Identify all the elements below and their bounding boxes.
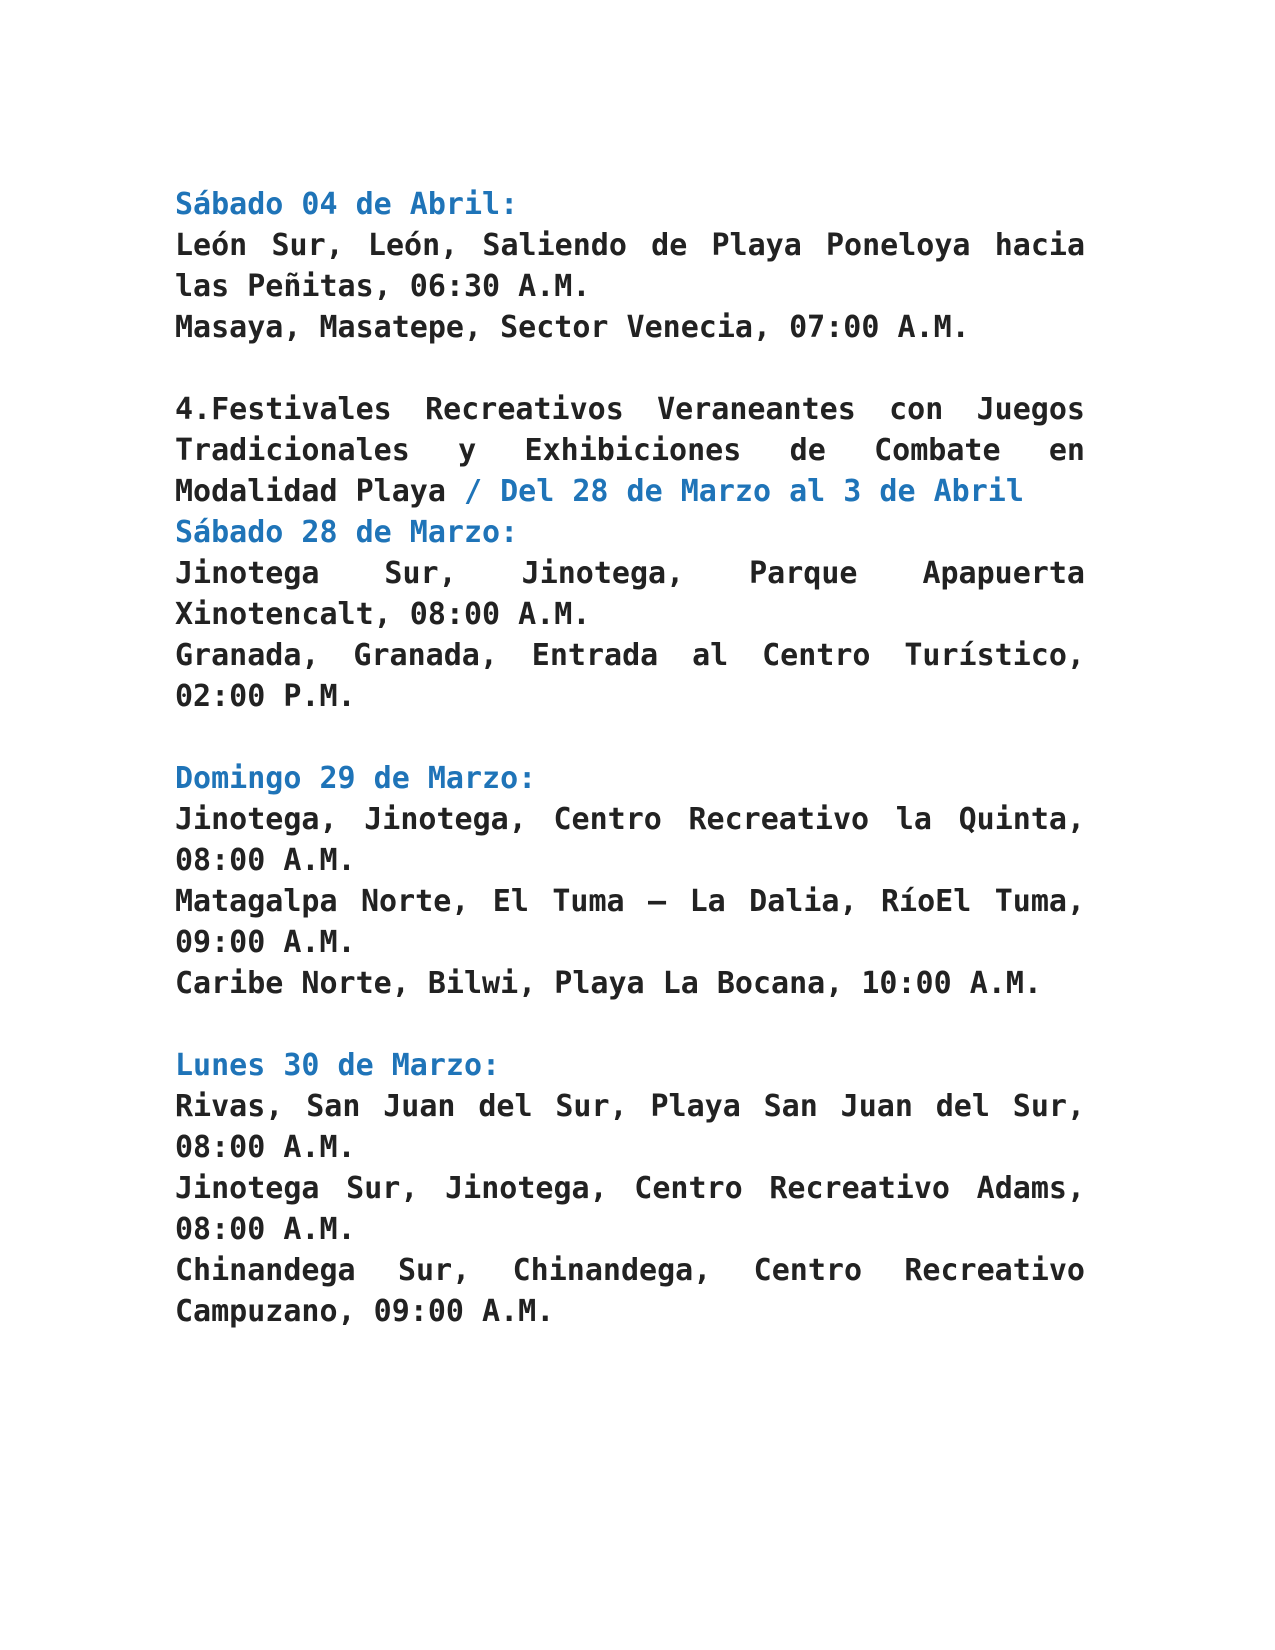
day-block-domingo-29-marzo xyxy=(175,758,1085,1004)
day-heading: Sábado 04 de Abril: xyxy=(175,187,519,222)
schedule-entry: Jinotega Sur, Jinotega, Centro Recreativo Adams, 08:00 A.M. xyxy=(175,1171,1085,1247)
day-block-sabado-04-abril xyxy=(175,184,1085,348)
day-block-sabado-28-marzo xyxy=(175,512,1085,717)
schedule-entry: Rivas, San Juan del Sur, Playa San Juan del Sur, 08:00 A.M. xyxy=(175,1089,1085,1165)
paragraph-gap xyxy=(175,348,1085,389)
paragraph-gap xyxy=(175,1004,1085,1045)
schedule-entry: Granada, Granada, Entrada al Centro Turístico, 02:00 P.M. xyxy=(175,638,1085,714)
schedule-entry: Jinotega, Jinotega, Centro Recreativo la Quinta, 08:00 A.M. xyxy=(175,802,1085,878)
paragraph-gap xyxy=(175,717,1085,758)
schedule-entry: Caribe Norte, Bilwi, Playa La Bocana, 10:00 A.M. xyxy=(175,966,1042,1001)
schedule-entry: Masaya, Masatepe, Sector Venecia, 07:00 A.M. xyxy=(175,310,970,345)
schedule-entry: Jinotega Sur, Jinotega, Parque Apapuerta Xinotencalt, 08:00 A.M. xyxy=(175,556,1085,632)
day-heading: Lunes 30 de Marzo: xyxy=(175,1048,501,1083)
document-page xyxy=(175,184,1085,1332)
section-title xyxy=(175,389,1085,512)
schedule-entry: Matagalpa Norte, El Tuma – La Dalia, RíoEl Tuma, 09:00 A.M. xyxy=(175,884,1085,960)
section-date-range: / Del 28 de Marzo al 3 de Abril xyxy=(445,474,1024,509)
schedule-entry: Chinandega Sur, Chinandega, Centro Recreativo Campuzano, 09:00 A.M. xyxy=(175,1253,1085,1329)
schedule-entry: León Sur, León, Saliendo de Playa Poneloya hacia las Peñitas, 06:30 A.M. xyxy=(175,228,1085,304)
day-heading: Sábado 28 de Marzo: xyxy=(175,515,519,550)
day-heading: Domingo 29 de Marzo: xyxy=(175,761,537,796)
section-title-text: 4.Festivales Recreativos Veraneantes con Juegos Tradicionales y Exhibiciones de Combate en Modalidad Playa xyxy=(175,392,1085,509)
day-block-lunes-30-marzo xyxy=(175,1045,1085,1332)
